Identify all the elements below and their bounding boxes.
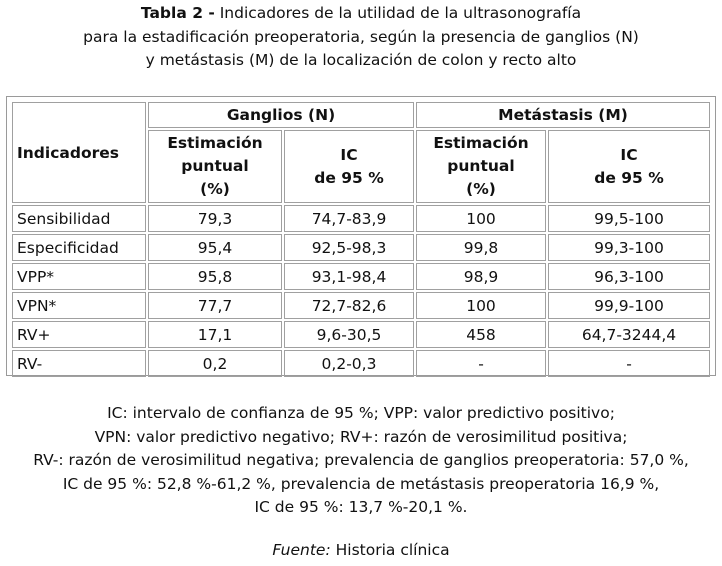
row-label: RV+ — [12, 321, 146, 348]
table-row-sensibilidad — [12, 205, 710, 232]
caption-title: Indicadores de la utilidad de la ultrasonografía — [214, 4, 582, 22]
cell-ganglios-estimacion: 79,3 — [148, 205, 282, 232]
cell-ganglios-ic: 74,7-83,9 — [284, 205, 414, 232]
indicators-table — [10, 100, 712, 379]
source-text: Historia clínica — [330, 541, 450, 559]
note-line: IC: intervalo de confianza de 95 %; VPP: valor predictivo positivo; — [107, 404, 615, 422]
cell-metastasis-estimacion: 100 — [416, 292, 546, 319]
note-line: RV-: razón de verosimilitud negativa; prevalencia de ganglios preoperatoria: 57,0 %, — [33, 451, 689, 469]
table-source — [0, 541, 722, 559]
table-caption — [0, 2, 722, 73]
subheader-line: (%) — [466, 180, 496, 198]
cell-ganglios-ic: 92,5-98,3 — [284, 234, 414, 261]
subheader-ganglios-estimacion — [148, 130, 282, 203]
cell-ganglios-estimacion: 0,2 — [148, 350, 282, 377]
table-row-vpp — [12, 263, 710, 290]
header-row-groups — [12, 102, 710, 128]
source-label: Fuente: — [272, 541, 331, 559]
row-header-indicadores: Indicadores — [12, 102, 146, 203]
cell-ganglios-estimacion: 17,1 — [148, 321, 282, 348]
caption-line-3: y metástasis (M) de la localización de colon y recto alto — [145, 51, 577, 69]
subheader-line: (%) — [200, 180, 230, 198]
table-row-especificidad — [12, 234, 710, 261]
table-notes — [0, 402, 722, 520]
cell-ganglios-estimacion: 77,7 — [148, 292, 282, 319]
subheader-line: puntual — [447, 157, 515, 175]
cell-metastasis-ic: 99,5-100 — [548, 205, 710, 232]
cell-metastasis-ic: 99,3-100 — [548, 234, 710, 261]
subheader-line: IC — [620, 145, 638, 164]
cell-metastasis-ic: - — [548, 350, 710, 377]
note-line: IC de 95 %: 52,8 %-61,2 %, prevalencia de metástasis preoperatoria 16,9 %, — [62, 474, 660, 493]
subheader-line: de 95 % — [314, 168, 384, 187]
subheader-metastasis-estimacion — [416, 130, 546, 203]
table-row-rv-positiva — [12, 321, 710, 348]
cell-ganglios-ic: 93,1-98,4 — [284, 263, 414, 290]
group-header-ganglios: Ganglios (N) — [148, 102, 414, 128]
cell-ganglios-estimacion: 95,8 — [148, 263, 282, 290]
cell-metastasis-ic: 64,7-3244,4 — [548, 321, 710, 348]
cell-metastasis-estimacion: - — [416, 350, 546, 377]
row-label: RV- — [12, 350, 146, 377]
table-row-rv-negativa — [12, 350, 710, 377]
subheader-line: puntual — [181, 157, 249, 175]
cell-ganglios-estimacion: 95,4 — [148, 234, 282, 261]
subheader-ganglios-ic — [284, 130, 414, 203]
row-label: Especificidad — [12, 234, 146, 261]
caption-label: Tabla 2 - — [140, 4, 215, 22]
subheader-line: Estimación — [167, 134, 263, 152]
group-header-metastasis: Metástasis (M) — [416, 102, 710, 128]
cell-metastasis-estimacion: 458 — [416, 321, 546, 348]
row-label: VPN* — [12, 292, 146, 319]
subheader-metastasis-ic — [548, 130, 710, 203]
caption-line-2: para la estadificación preoperatoria, según la presencia de ganglios (N) — [83, 27, 639, 46]
subheader-line: IC — [340, 145, 358, 164]
cell-ganglios-ic: 0,2-0,3 — [284, 350, 414, 377]
cell-metastasis-estimacion: 99,8 — [416, 234, 546, 261]
table-frame — [6, 96, 716, 376]
cell-ganglios-ic: 72,7-82,6 — [284, 292, 414, 319]
row-label: Sensibilidad — [12, 205, 146, 232]
caption-line-1 — [0, 2, 722, 26]
subheader-line: de 95 % — [594, 168, 664, 187]
cell-metastasis-estimacion: 100 — [416, 205, 546, 232]
cell-metastasis-ic: 96,3-100 — [548, 263, 710, 290]
note-line: IC de 95 %: 13,7 %-20,1 %. — [254, 498, 468, 516]
cell-metastasis-ic: 99,9-100 — [548, 292, 710, 319]
cell-metastasis-estimacion: 98,9 — [416, 263, 546, 290]
table-row-vpn — [12, 292, 710, 319]
cell-ganglios-ic: 9,6-30,5 — [284, 321, 414, 348]
note-line: VPN: valor predictivo negativo; RV+: razón de verosimilitud positiva; — [94, 427, 628, 446]
row-label: VPP* — [12, 263, 146, 290]
subheader-line: Estimación — [433, 134, 529, 152]
